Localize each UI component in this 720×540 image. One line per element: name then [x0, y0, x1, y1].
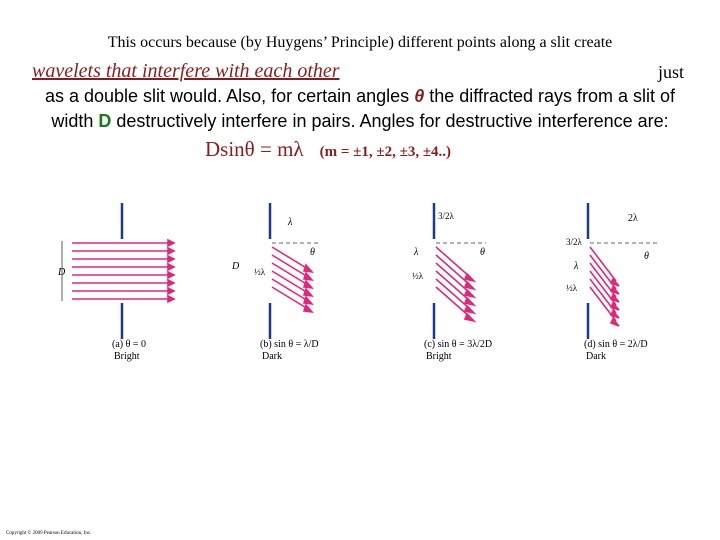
lambda-label: λ	[574, 261, 579, 272]
lambda-label: λ	[288, 217, 293, 228]
equation-main: Dsinθ = mλ	[205, 137, 304, 161]
half-lambda-label: ½λ	[254, 267, 266, 277]
panel-b-result: Dark	[262, 351, 282, 362]
three-half-lambda-label: 3/2λ	[438, 211, 454, 221]
panel-d	[566, 203, 660, 362]
panel-b-caption: (b) sin θ = λ/D	[260, 339, 319, 350]
panel-b	[231, 203, 320, 362]
panel-d-caption: (d) sin θ = 2λ/D	[584, 339, 648, 350]
line3	[0, 86, 720, 107]
theta-symbol: θ	[414, 86, 425, 106]
theta-label: θ	[310, 247, 315, 258]
line3-before: as a double slit would. Also, for certain angles	[44, 86, 415, 106]
width-d-symbol: D	[98, 111, 112, 131]
panel-c-result: Bright	[426, 351, 452, 362]
panel-c-rays	[436, 247, 474, 321]
wavelets-link[interactable]: wavelets that interfere with each other	[32, 60, 340, 82]
destructive-equation	[205, 137, 451, 162]
panel-a-caption: (a) θ = 0	[112, 339, 147, 350]
intro-line: This occurs because (by Huygens’ Principle) different points along a slit create	[107, 34, 613, 51]
panel-b-rays	[272, 247, 312, 312]
d-label: D	[58, 267, 66, 278]
panel-a-rays	[72, 240, 174, 302]
panel-d-result: Dark	[586, 351, 606, 362]
half-lambda-label: ½λ	[412, 271, 424, 281]
two-lambda-label: 2λ	[628, 213, 638, 224]
line2-just: just	[658, 62, 685, 82]
line4-after: destructively interfere in pairs. Angles for destructive interference are:	[111, 111, 669, 131]
copyright-notice: Copyright © 2009 Pearson Education, Inc.	[6, 531, 92, 536]
diffraction-figure	[50, 195, 670, 365]
panel-a	[57, 203, 174, 362]
line4	[0, 111, 720, 132]
theta-label: θ	[644, 251, 649, 262]
equation-m-values: (m = ±1, ±2, ±3, ±4..)	[319, 144, 452, 160]
panel-d-rays	[590, 247, 619, 326]
panel-c	[412, 203, 492, 362]
half-lambda-label: ½λ	[566, 283, 578, 293]
line3-after: the diffracted rays from a slit of	[424, 86, 676, 106]
line4-before: width	[51, 111, 99, 131]
theta-label: θ	[480, 247, 485, 258]
lambda-label: λ	[414, 247, 419, 258]
three-half-lambda-label: 3/2λ	[566, 237, 582, 247]
panel-c-caption: (c) sin θ = 3λ/2D	[424, 339, 493, 350]
d-label: D	[232, 261, 240, 272]
panel-a-result: Bright	[114, 351, 140, 362]
